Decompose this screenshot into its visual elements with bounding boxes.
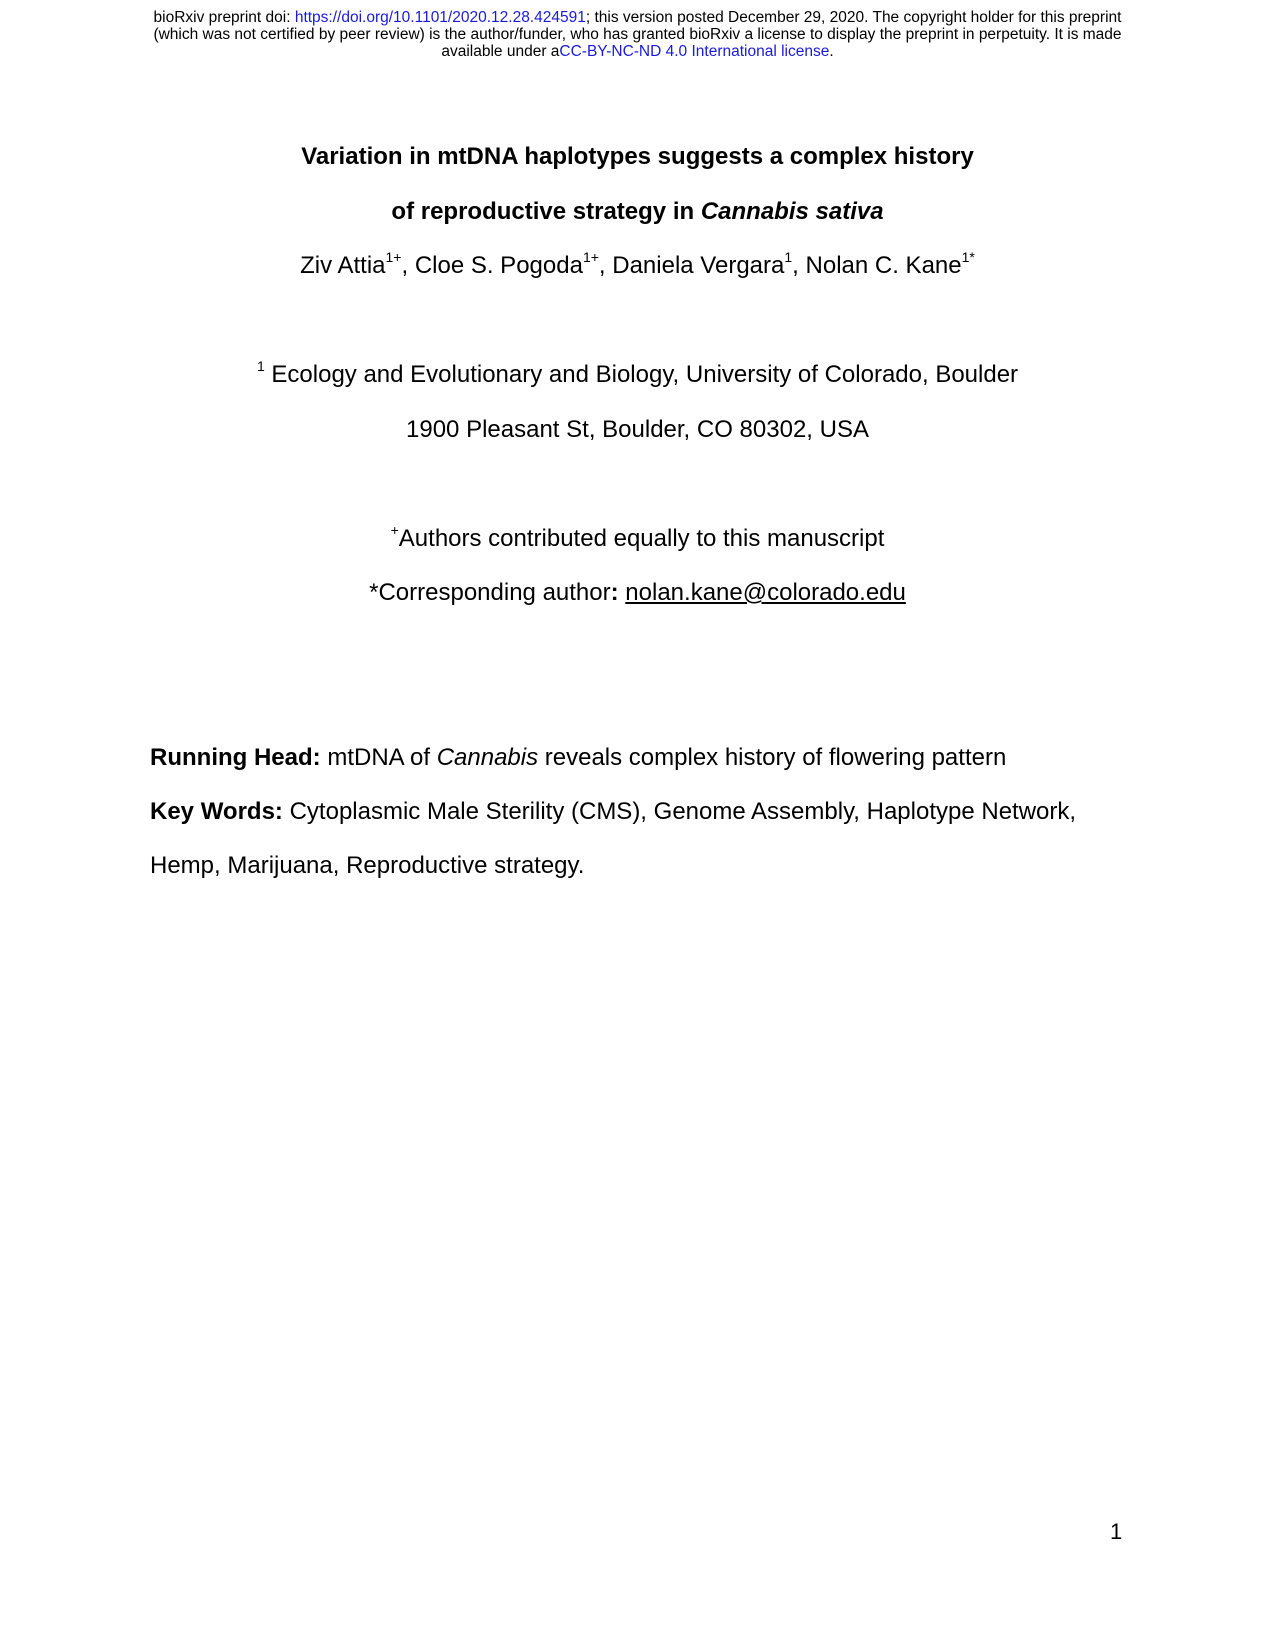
- key-words-line-2: Hemp, Marijuana, Reproductive strategy.: [150, 852, 585, 879]
- key-words-text: Cytoplasmic Male Sterility (CMS), Genome Assembly, Haplotype Network,: [282, 798, 1077, 825]
- corresponding-label: *Corresponding author: [369, 579, 611, 606]
- license-suffix: .: [829, 43, 834, 60]
- affiliation-address: 1900 Pleasant St, Boulder, CO 80302, USA: [406, 416, 869, 443]
- author-name: Nolan C. Kane: [805, 252, 962, 279]
- author-name: Cloe S. Pogoda: [414, 252, 583, 279]
- author-separator: ,: [792, 252, 806, 279]
- license-prefix: available under a: [441, 43, 560, 60]
- running-head-italic: Cannabis: [436, 744, 539, 771]
- equal-contribution-note: [0, 524, 1275, 554]
- author-separator: ,: [598, 252, 613, 279]
- title-species: Cannabis sativa: [700, 198, 884, 225]
- affiliation-mark: 1: [256, 358, 265, 374]
- running-head-label: Running Head:: [150, 744, 321, 771]
- corresponding-email-link[interactable]: nolan.kane@colorado.edu: [625, 579, 906, 606]
- author-list: [0, 251, 1275, 281]
- key-words-label: Key Words:: [150, 798, 283, 825]
- author-affiliation-mark: 1+: [582, 249, 599, 265]
- title-line-2: [0, 197, 1275, 227]
- doi-suffix: ; this version posted December 29, 2020. The copyright holder for this preprint: [585, 9, 1122, 26]
- equal-contribution-text: Authors contributed equally to this manuscript: [398, 525, 885, 552]
- title-line-2-text: of reproductive strategy in: [391, 198, 701, 225]
- author-separator: ,: [401, 252, 415, 279]
- doi-link[interactable]: https://doi.org/10.1101/2020.12.28.424591: [294, 9, 586, 26]
- affiliation-line-1: [0, 360, 1275, 390]
- header-line-3: [100, 43, 1175, 60]
- author-affiliation-mark: 1*: [961, 249, 975, 265]
- author-name: Ziv Attia: [300, 252, 386, 279]
- running-head-text-suffix: reveals complex history of flowering pattern: [538, 744, 1007, 771]
- running-head-text-prefix: mtDNA of: [320, 744, 437, 771]
- page-number: 1: [1110, 1519, 1123, 1544]
- header-line-2: (which was not certified by peer review) is the author/funder, who has granted bioRxiv a license to display the preprint in perpetuity. It is made: [153, 26, 1122, 43]
- corresponding-colon: :: [610, 579, 619, 606]
- key-words-line-1: [150, 797, 1150, 827]
- license-link[interactable]: CC-BY-NC-ND 4.0 International license: [559, 43, 830, 60]
- doi-prefix: bioRxiv preprint doi:: [153, 9, 295, 26]
- author-affiliation-mark: 1: [784, 249, 793, 265]
- preprint-header: [100, 9, 1175, 60]
- running-head: [150, 743, 1150, 773]
- author-affiliation-mark: 1+: [385, 249, 402, 265]
- title-line-1: Variation in mtDNA haplotypes suggests a complex history: [301, 143, 974, 170]
- header-line-1: [100, 9, 1175, 26]
- equal-contribution-mark: +: [390, 522, 399, 538]
- author-name: Daniela Vergara: [612, 252, 785, 279]
- corresponding-author: [0, 578, 1275, 608]
- affiliation-text: Ecology and Evolutionary and Biology, University of Colorado, Boulder: [264, 361, 1019, 388]
